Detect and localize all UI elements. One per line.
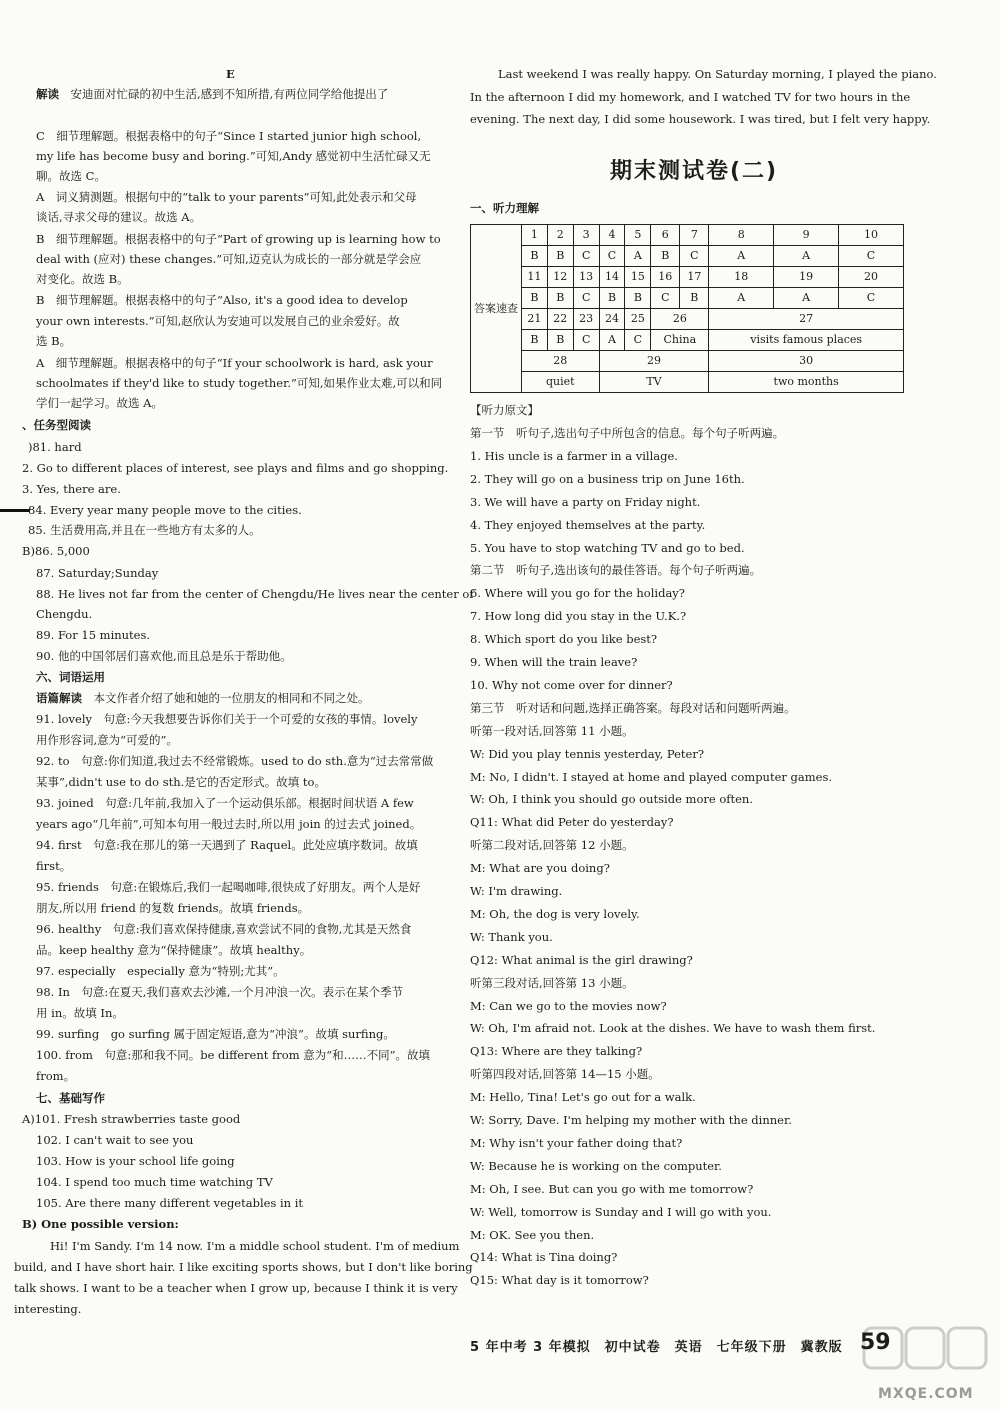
answer-line: B)86. 5,000 bbox=[22, 544, 90, 558]
transcript-line: 9. When will the train leave? bbox=[470, 655, 638, 669]
transcript-line: M: Can we go to the movies now? bbox=[470, 999, 667, 1013]
transcript-line: M: What are you doing? bbox=[470, 861, 610, 875]
passage-line: In the afternoon I did my homework, and I watched TV for two hours in the bbox=[470, 90, 911, 104]
transcript-line: 第一节 听句子,选出句子中所包含的信息。每个句子听两遍。 bbox=[470, 426, 785, 440]
jiedu-text: 安迪面对忙碌的初中生活,感到不知所措,有两位同学给他提出了 bbox=[70, 87, 389, 101]
yupian-line bbox=[36, 690, 370, 706]
table-cell: 13 bbox=[573, 267, 599, 288]
table-cell: B bbox=[680, 288, 709, 309]
table-cell: 21 bbox=[522, 309, 548, 330]
table-cell: B bbox=[522, 246, 548, 267]
answer-line: Chengdu. bbox=[36, 607, 93, 621]
table-cell: visits famous places bbox=[709, 330, 904, 351]
word-answer-line: 品。keep healthy 意为“保持健康”。故填 healthy。 bbox=[36, 943, 312, 957]
table-cell: 14 bbox=[599, 267, 625, 288]
table-cell: 11 bbox=[522, 267, 548, 288]
transcript-line: 2. They will go on a business trip on June 16th. bbox=[470, 472, 745, 486]
word-answer-line: 91. lovely 句意:今天我想要告诉你们关于一个可爱的女孩的事情。lovely bbox=[36, 712, 418, 726]
table-cell: 20 bbox=[839, 267, 904, 288]
transcript-line: W: I'm drawing. bbox=[470, 884, 563, 898]
answer-table-label: 答案速查 bbox=[471, 225, 522, 393]
table-cell: 19 bbox=[774, 267, 839, 288]
answer-line: 90. 他的中国邻居们喜欢他,而且总是乐于帮助他。 bbox=[36, 649, 292, 663]
watermark-text: MXQE.COM bbox=[878, 1386, 974, 1402]
table-cell: C bbox=[651, 288, 680, 309]
table-cell: B bbox=[522, 288, 548, 309]
e-line: 聊。故选 C。 bbox=[36, 169, 106, 183]
jiedu-line bbox=[36, 86, 388, 102]
table-cell: TV bbox=[599, 372, 709, 393]
essay-line: talk shows. I want to be a teacher when I grow up, because I think it is very bbox=[14, 1281, 458, 1295]
transcript-line: Q13: Where are they talking? bbox=[470, 1044, 643, 1058]
section-6-heading: 六、词语运用 bbox=[36, 670, 105, 684]
page-title: 期末测试卷(二) bbox=[610, 159, 779, 184]
section-7-heading: 七、基础写作 bbox=[36, 1091, 105, 1105]
word-answer-line: 98. In 句意:在夏天,我们喜欢去沙滩,一个月冲浪一次。表示在某个季节 bbox=[36, 985, 404, 999]
transcript-line: 听第三段对话,回答第 13 小题。 bbox=[470, 976, 634, 990]
transcript-line: W: Oh, I'm afraid not. Look at the dishes. We have to wash them first. bbox=[470, 1021, 876, 1035]
e-line: 学们一起学习。故选 A。 bbox=[36, 396, 163, 410]
transcript-line: Q14: What is Tina doing? bbox=[470, 1250, 618, 1264]
answer-line: 84. Every year many people move to the cities. bbox=[28, 503, 302, 517]
table-cell: B bbox=[547, 246, 573, 267]
word-answer-line: 94. first 句意:我在那儿的第一天遇到了 Raquel。此处应填序数词。故填 bbox=[36, 838, 418, 852]
transcript-line: Q11: What did Peter do yesterday? bbox=[470, 815, 674, 829]
table-cell: A bbox=[709, 246, 774, 267]
e-line: B 细节理解题。根据表格中的句子“Also, it's a good idea to develop bbox=[36, 293, 408, 307]
yupian-text: 本文作者介绍了她和她的一位朋友的相同和不同之处。 bbox=[93, 691, 370, 705]
transcript-line: 听第四段对话,回答第 14—15 小题。 bbox=[470, 1067, 660, 1081]
transcript-line: W: Did you play tennis yesterday, Peter? bbox=[470, 747, 705, 761]
table-cell: C bbox=[625, 330, 651, 351]
word-answer-line: from。 bbox=[36, 1069, 76, 1083]
transcript-line: 6. Where will you go for the holiday? bbox=[470, 586, 685, 600]
transcript-line: 5. You have to stop watching TV and go to bed. bbox=[470, 541, 745, 555]
answer-line: 89. For 15 minutes. bbox=[36, 628, 151, 642]
transcript-line: 听第一段对话,回答第 11 小题。 bbox=[470, 724, 634, 738]
table-cell: 12 bbox=[547, 267, 573, 288]
table-cell: C bbox=[680, 246, 709, 267]
answer-line: 87. Saturday;Sunday bbox=[36, 566, 159, 580]
table-cell: 29 bbox=[599, 351, 709, 372]
e-line: B 细节理解题。根据表格中的句子“Part of growing up is learning how to bbox=[36, 232, 441, 246]
word-answer-line: 97. especially especially 意为“特别;尤其”。 bbox=[36, 964, 285, 978]
table-cell: 4 bbox=[599, 225, 625, 246]
word-answer-line: 92. to 句意:你们知道,我过去不经常锻炼。used to do sth.意为“过去常常做 bbox=[36, 754, 434, 768]
table-cell: 30 bbox=[709, 351, 904, 372]
version-label: B) One possible version: bbox=[22, 1217, 179, 1231]
table-cell: A bbox=[774, 246, 839, 267]
e-line: 谈话,寻求父母的建议。故选 A。 bbox=[36, 210, 202, 224]
table-cell: 6 bbox=[651, 225, 680, 246]
transcript-line: M: Why isn't your father doing that? bbox=[470, 1136, 683, 1150]
answer-line: 3. Yes, there are. bbox=[22, 482, 121, 496]
transcript-line: 4. They enjoyed themselves at the party. bbox=[470, 518, 706, 532]
section-e-heading: E bbox=[226, 67, 235, 81]
answer-line: )81. hard bbox=[28, 440, 82, 454]
table-cell: A bbox=[774, 288, 839, 309]
table-cell: two months bbox=[709, 372, 904, 393]
yupian-label: 语篇解读 bbox=[36, 691, 82, 705]
table-cell: B bbox=[522, 330, 548, 351]
transcript-line: M: Oh, the dog is very lovely. bbox=[470, 907, 640, 921]
table-cell: 1 bbox=[522, 225, 548, 246]
transcript-line: W: Thank you. bbox=[470, 930, 553, 944]
transcript-line: M: Oh, I see. But can you go with me tomorrow? bbox=[470, 1182, 754, 1196]
writing-line: 105. Are there many different vegetables in it bbox=[36, 1196, 304, 1210]
e-line: deal with (应对) these changes.”可知,迈克认为成长的一部分就是学会应 bbox=[36, 252, 422, 266]
transcript-line: 8. Which sport do you like best? bbox=[470, 632, 658, 646]
table-cell: 23 bbox=[573, 309, 599, 330]
transcript-line: 1. His uncle is a farmer in a village. bbox=[470, 449, 678, 463]
table-cell: 2 bbox=[547, 225, 573, 246]
e-line: A 词义猜测题。根据句中的“talk to your parents”可知,此处表示和父母 bbox=[36, 190, 417, 204]
essay-line: build, and I have short hair. I like exciting sports shows, but I don't like boring bbox=[14, 1260, 473, 1274]
transcript-line: 10. Why not come over for dinner? bbox=[470, 678, 673, 692]
table-cell: 18 bbox=[709, 267, 774, 288]
transcript-line: W: Oh, I think you should go outside more often. bbox=[470, 792, 753, 806]
passage-line: evening. The next day, I did some housework. I was tired, but I felt very happy. bbox=[470, 112, 931, 126]
word-answer-line: 96. healthy 句意:我们喜欢保持健康,喜欢尝试不同的食物,尤其是天然食 bbox=[36, 922, 412, 936]
table-cell: A bbox=[625, 246, 651, 267]
table-cell: B bbox=[651, 246, 680, 267]
transcript-line: M: OK. See you then. bbox=[470, 1228, 595, 1242]
transcript-line: 第三节 听对话和问题,选择正确答案。每段对话和问题听两遍。 bbox=[470, 701, 796, 715]
table-cell: 9 bbox=[774, 225, 839, 246]
word-answer-line: 100. from 句意:那和我不同。be different from 意为“和……不同”。故填 bbox=[36, 1048, 431, 1062]
essay-line: Hi! I'm Sandy. I'm 14 now. I'm a middle school student. I'm of medium bbox=[50, 1239, 460, 1253]
table-cell: 10 bbox=[839, 225, 904, 246]
transcript-line: W: Sorry, Dave. I'm helping my mother with the dinner. bbox=[470, 1113, 792, 1127]
writing-line: A)101. Fresh strawberries taste good bbox=[22, 1112, 241, 1126]
e-line: my life has become busy and boring.”可知,Andy 感觉初中生活忙碌又无 bbox=[36, 149, 431, 163]
transcript-line: Q15: What day is it tomorrow? bbox=[470, 1273, 649, 1287]
table-cell: B bbox=[599, 288, 625, 309]
table-cell: quiet bbox=[522, 372, 600, 393]
transcript-line: 3. We will have a party on Friday night. bbox=[470, 495, 701, 509]
answer-line: 88. He lives not far from the center of Chengdu/He lives near the center of bbox=[36, 587, 474, 601]
table-cell: C bbox=[839, 288, 904, 309]
section-1-heading: 一、听力理解 bbox=[470, 201, 539, 215]
table-cell: 17 bbox=[680, 267, 709, 288]
word-answer-line: years ago“几年前”,可知本句用一般过去时,所以用 join 的过去式 joined。 bbox=[36, 817, 422, 831]
page-number: 59 bbox=[860, 1330, 891, 1355]
transcript-line: W: Well, tomorrow is Sunday and I will go with you. bbox=[470, 1205, 772, 1219]
e-line: 选 B。 bbox=[36, 334, 72, 348]
margin-mark bbox=[0, 509, 30, 512]
table-cell: C bbox=[573, 330, 599, 351]
table-cell: C bbox=[599, 246, 625, 267]
table-cell: 7 bbox=[680, 225, 709, 246]
e-line: schoolmates if they'd like to study together.”可知,如果作业太难,可以和同 bbox=[36, 376, 443, 390]
transcript-line: M: Hello, Tina! Let's go out for a walk. bbox=[470, 1090, 696, 1104]
transcript-line: Q12: What animal is the girl drawing? bbox=[470, 953, 693, 967]
table-cell: 22 bbox=[547, 309, 573, 330]
word-answer-line: 93. joined 句意:几年前,我加入了一个运动俱乐部。根据时间状语 A few bbox=[36, 796, 414, 810]
essay-line: interesting. bbox=[14, 1302, 82, 1316]
table-cell: B bbox=[547, 330, 573, 351]
word-answer-line: 99. surfing go surfing 属于固定短语,意为“冲浪”。故填 surfing。 bbox=[36, 1027, 395, 1041]
transcript-line: 7. How long did you stay in the U.K.? bbox=[470, 609, 687, 623]
table-cell: 16 bbox=[651, 267, 680, 288]
answer-line: 2. Go to different places of interest, see plays and films and go shopping. bbox=[22, 461, 449, 475]
word-answer-line: 95. friends 句意:在锻炼后,我们一起喝咖啡,很快成了好朋友。两个人是好 bbox=[36, 880, 421, 894]
table-cell: B bbox=[547, 288, 573, 309]
transcript-line: 听第二段对话,回答第 12 小题。 bbox=[470, 838, 634, 852]
table-cell: C bbox=[573, 288, 599, 309]
transcript-line: W: Because he is working on the computer. bbox=[470, 1159, 722, 1173]
transcript-line: M: No, I didn't. I stayed at home and played computer games. bbox=[470, 770, 833, 784]
table-cell: 27 bbox=[709, 309, 904, 330]
table-cell: 24 bbox=[599, 309, 625, 330]
table-cell: 26 bbox=[651, 309, 709, 330]
word-answer-line: 用作形容词,意为“可爱的”。 bbox=[36, 733, 178, 747]
transcript-label: 【听力原文】 bbox=[470, 403, 539, 417]
table-cell: B bbox=[625, 288, 651, 309]
writing-line: 102. I can't wait to see you bbox=[36, 1133, 194, 1147]
answer-line: 85. 生活费用高,并且在一些地方有太多的人。 bbox=[28, 523, 261, 537]
passage-line: Last weekend I was really happy. On Saturday morning, I played the piano. bbox=[498, 67, 937, 81]
table-cell: A bbox=[599, 330, 625, 351]
jiedu-label: 解读 bbox=[36, 87, 59, 101]
word-answer-line: 朋友,所以用 friend 的复数 friends。故填 friends。 bbox=[36, 901, 310, 915]
table-cell: 8 bbox=[709, 225, 774, 246]
table-cell: 25 bbox=[625, 309, 651, 330]
word-answer-line: first。 bbox=[36, 859, 72, 873]
e-line: 对变化。故选 B。 bbox=[36, 272, 129, 286]
table-cell: A bbox=[709, 288, 774, 309]
transcript-line: 第二节 听句子,选出该句的最佳答语。每个句子听两遍。 bbox=[470, 563, 762, 577]
writing-line: 103. How is your school life going bbox=[36, 1154, 235, 1168]
table-cell: 3 bbox=[573, 225, 599, 246]
answer-table bbox=[470, 224, 904, 393]
e-line: A 细节理解题。根据表格中的句子“If your schoolwork is hard, ask your bbox=[36, 356, 433, 370]
e-line: your own interests.”可知,赵欣认为安迪可以发展自己的业余爱好。故 bbox=[36, 314, 400, 328]
table-cell: C bbox=[573, 246, 599, 267]
section-5-heading: 、任务型阅读 bbox=[22, 418, 91, 432]
e-line: C 细节理解题。根据表格中的句子“Since I started junior high school, bbox=[36, 129, 422, 143]
footer-text: 5 年中考 3 年模拟 初中试卷 英语 七年级下册 冀教版 bbox=[470, 1340, 843, 1355]
table-cell: 5 bbox=[625, 225, 651, 246]
table-cell: 28 bbox=[522, 351, 600, 372]
table-cell: C bbox=[839, 246, 904, 267]
table-cell: China bbox=[651, 330, 709, 351]
table-cell: 15 bbox=[625, 267, 651, 288]
word-answer-line: 用 in。故填 In。 bbox=[36, 1006, 124, 1020]
writing-line: 104. I spend too much time watching TV bbox=[36, 1175, 273, 1189]
word-answer-line: 某事”,didn't use to do sth.是它的否定形式。故填 to。 bbox=[36, 775, 326, 789]
